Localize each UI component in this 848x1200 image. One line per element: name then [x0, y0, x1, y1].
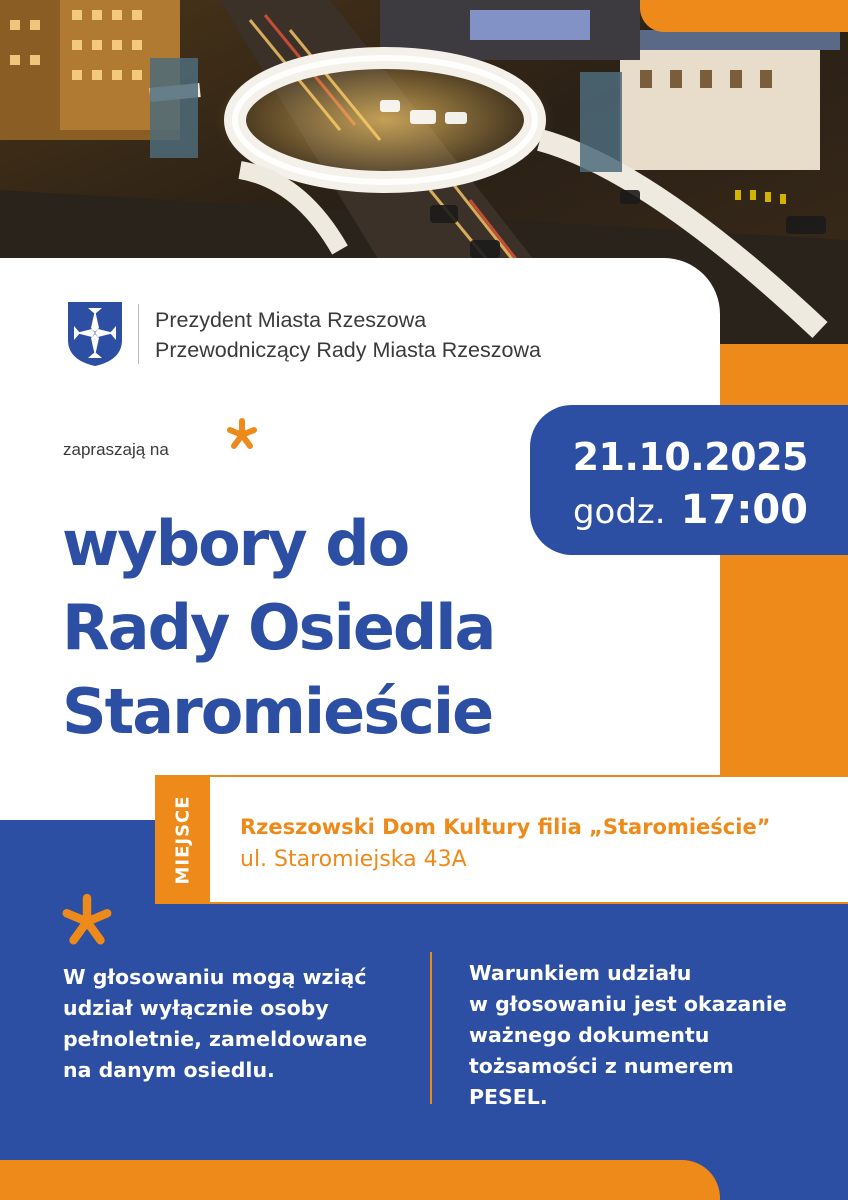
- asterisk-icon: [226, 418, 258, 450]
- organizer-council-chair: Przewodniczący Rady Miasta Rzeszowa: [155, 338, 541, 362]
- headline-line-2: Rady Osiedla: [62, 591, 495, 664]
- event-date: 21.10.2025: [572, 435, 808, 479]
- event-time-row: [573, 487, 808, 533]
- rzeszow-coat-of-arms-icon: [66, 300, 124, 368]
- bottom-accent-bar: [0, 1160, 720, 1200]
- notes-divider: [430, 952, 432, 1104]
- organizer-mayor: Prezydent Miasta Rzeszowa: [155, 308, 427, 332]
- id-requirement-note: Warunkiem udziału w głosowaniu jest okazanie ważnego dokumentu tożsamości z numerem PESEL.: [469, 961, 787, 1109]
- event-time: 17:00: [680, 487, 808, 533]
- eligibility-note: W głosowaniu mogą wziąć udział wyłącznie osoby pełnoletnie, zameldowane na danym osiedlu.: [63, 965, 368, 1082]
- top-accent-bar: [640, 0, 848, 32]
- headline: [62, 502, 494, 754]
- organizers: [155, 305, 541, 365]
- venue-tag: [155, 775, 210, 904]
- event-time-prefix: godz.: [572, 492, 666, 532]
- logo-divider: [138, 304, 139, 364]
- event-datetime-box: [530, 405, 848, 555]
- invite-text: zapraszają na: [63, 440, 169, 459]
- asterisk-icon: [60, 893, 114, 947]
- venue-address: ul. Staromiejska 43A: [240, 847, 467, 872]
- venue-name: Rzeszowski Dom Kultury filia „Staromieście”: [240, 815, 771, 839]
- venue-tag-label: MIEJSCE: [172, 794, 193, 885]
- headline-line-3: Staromieście: [62, 675, 493, 748]
- venue-card: [155, 775, 848, 904]
- headline-line-1: wybory do: [62, 507, 409, 580]
